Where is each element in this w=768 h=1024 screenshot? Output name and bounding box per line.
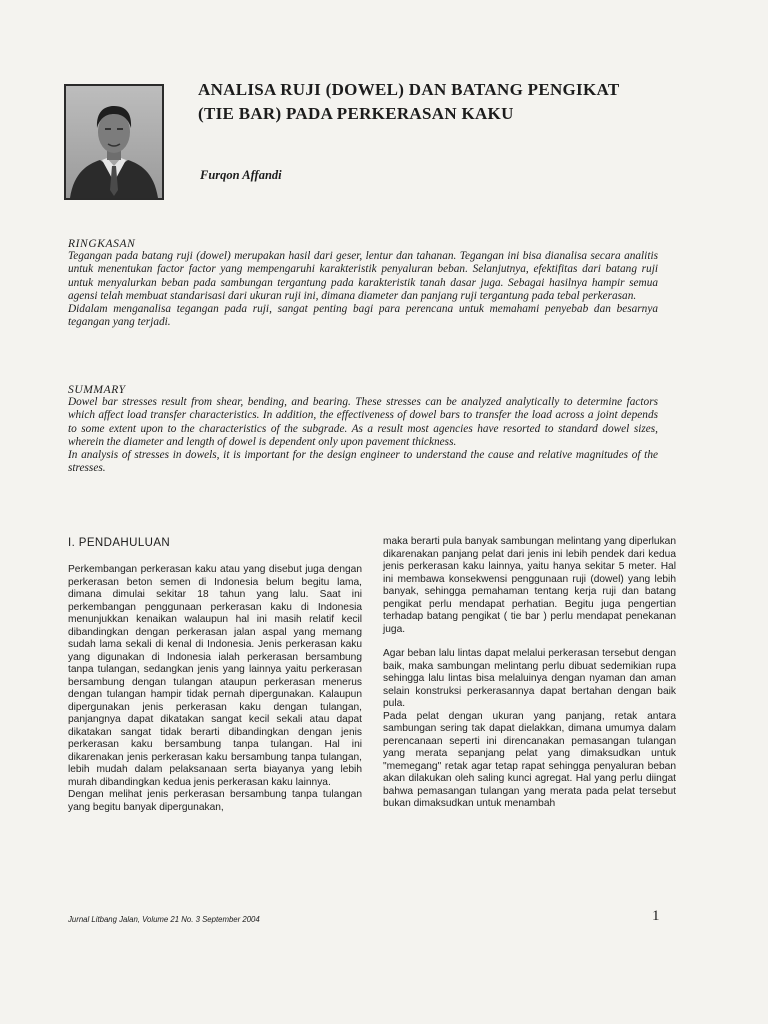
body-paragraph: Agar beban lalu lintas dapat melalui perkerasan tersebut dengan baik, maka sambungan melintang perlu dibuat sedemikian rupa sehingga lalu lintas bisa melaluinya dengan nyaman dan aman selain konstruksi perkerasannya dapat bertahan dengan baik pula. — [383, 648, 676, 709]
summary-paragraph: In analysis of stresses in dowels, it is important for the design engineer to understand the cause and relative magnitudes of the stresses. — [68, 449, 658, 475]
body-paragraph: maka berarti pula banyak sambungan melintang yang diperlukan dikarenakan panjang pelat dari jenis ini lebih pendek dari kedua jenis perkerasan kaku lainnya, yaitu hanya sekitar 5 meter. Hal ini membawa konsekwensi penggunaan ruji (dowel) yang lebih banyak, sehingga pemahaman tentang kerja ruji dan batang pengikat perlu mendapat perhatian. Begitu juga pengertian terhadap batang pengikat ( tie bar ) perlu mendapat penekanan juga. — [383, 536, 676, 635]
ringkasan-paragraph: Didalam menganalisa tegangan pada ruji, sangat penting bagi para perencana untuk memahami penyebab dan besarnya tegangan yang terjadi. — [68, 303, 658, 329]
title-line-1: ANALISA RUJI (DOWEL) DAN BATANG PENGIKAT — [198, 80, 620, 99]
title-line-2: (TIE BAR) PADA PERKERASAN KAKU — [198, 104, 514, 123]
body-column-left — [68, 564, 362, 826]
article-title — [198, 78, 678, 126]
author-photo — [64, 84, 164, 200]
body-paragraph: Dengan melihat jenis perkerasan bersambung tanpa tulangan yang begitu banyak dipergunakan, — [68, 789, 362, 813]
page-number: 1 — [652, 908, 660, 924]
portrait-image — [66, 86, 162, 198]
section-heading-pendahuluan: I. PENDAHULUAN — [68, 537, 171, 549]
body-column-right — [383, 536, 676, 823]
body-paragraph: Perkembangan perkerasan kaku atau yang disebut juga dengan perkerasan beton semen di Indonesia belum begitu lama, dimana dimulai sekitar 18 tahun yang lalu. Saat ini perkembangan penggunaan perkerasan kaku di Indonesia menunjukkan kenaikan walaupun hal ini masih relatif kecil dibandingkan dengan perkerasan jalan aspal yang memang sudah lama sekali di kenal di Indonesia. Jenis perkerasan kaku yang digunakan di Indonesia ialah perkerasan bersambung tanpa tulangan, sedangkan jenis yang lainnya yaitu perkerasan bersambung dengan tulangan ataupun perkerasan menerus dengan tulangan hampir tidak pernah dipergunakan. Kalaupun dipergunakan jenis perkerasan kaku dengan tulangan, panjangnya dapat dikatakan sangat kecil sekali atau dapat dikatakan sangat tidak berarti dibandingkan dengan jenis perkerasan kaku bersambung tanpa tulangan. Hal ini dikarenakan jenis perkerasan kaku bersambung tanpa tulangan, lebih mudah dalam pelaksanaan serta biayanya yang lebih murah dibandingkan kedua jenis perkerasan kaku lainnya. — [68, 564, 362, 788]
body-paragraph: Pada pelat dengan ukuran yang panjang, retak antara sambungan sering tak dapat dielakkan, dimana umumya dalam perencanaan seperti ini direncanakan pemasangan tulangan yang merata sepanjang pelat yang dimaksudkan untuk "memegang" retak agar tetap rapat sehingga penyaluran beban akan dilakukan oleh saling kunci agregat. Hal yang perlu diingat bahwa pemasangan tulangan yang merata pada pelat tersebut bukan dimaksudkan untuk menambah — [383, 710, 676, 809]
journal-footer: Jurnal Litbang Jalan, Volume 21 No. 3 September 2004 — [68, 915, 260, 924]
summary-paragraph: Dowel bar stresses result from shear, bending, and bearing. These stresses can be analyzed analytically to determine factors which affect load transfer characteristics. In addition, the effectiveness of dowel bars to transfer the load across a joint depends to some extent upon to the characteristics of the subgrade. As a result most agencies have resorted to standard dowel sizes, wherein the diameter and length of dowel is dependent only upon pavement thickness. — [68, 396, 658, 448]
summary-heading: SUMMARY — [68, 384, 126, 396]
ringkasan-paragraph: Tegangan pada batang ruji (dowel) merupakan hasil dari geser, lentur dan tahanan. Tegangan ini bisa dianalisa secara analitis untuk menentukan factor factor yang mempengaruhi karakteristik penyaluran beban. Selanjutnya, efektifitas dari batang ruji untuk menyalurkan beban pada sambungan tergantung pada karakteristik tanah dasar juga. Sebagai hasilnya hampir semua agensi telah membuat standarisasi dari ukuran ruji ini, dimana diameter dan panjang ruji tergantung pada tebal perkerasan. — [68, 250, 658, 302]
author-name: Furqon Affandi — [200, 168, 282, 182]
summary-abstract — [68, 396, 658, 476]
ringkasan-abstract — [68, 250, 658, 330]
ringkasan-heading: RINGKASAN — [68, 238, 136, 250]
